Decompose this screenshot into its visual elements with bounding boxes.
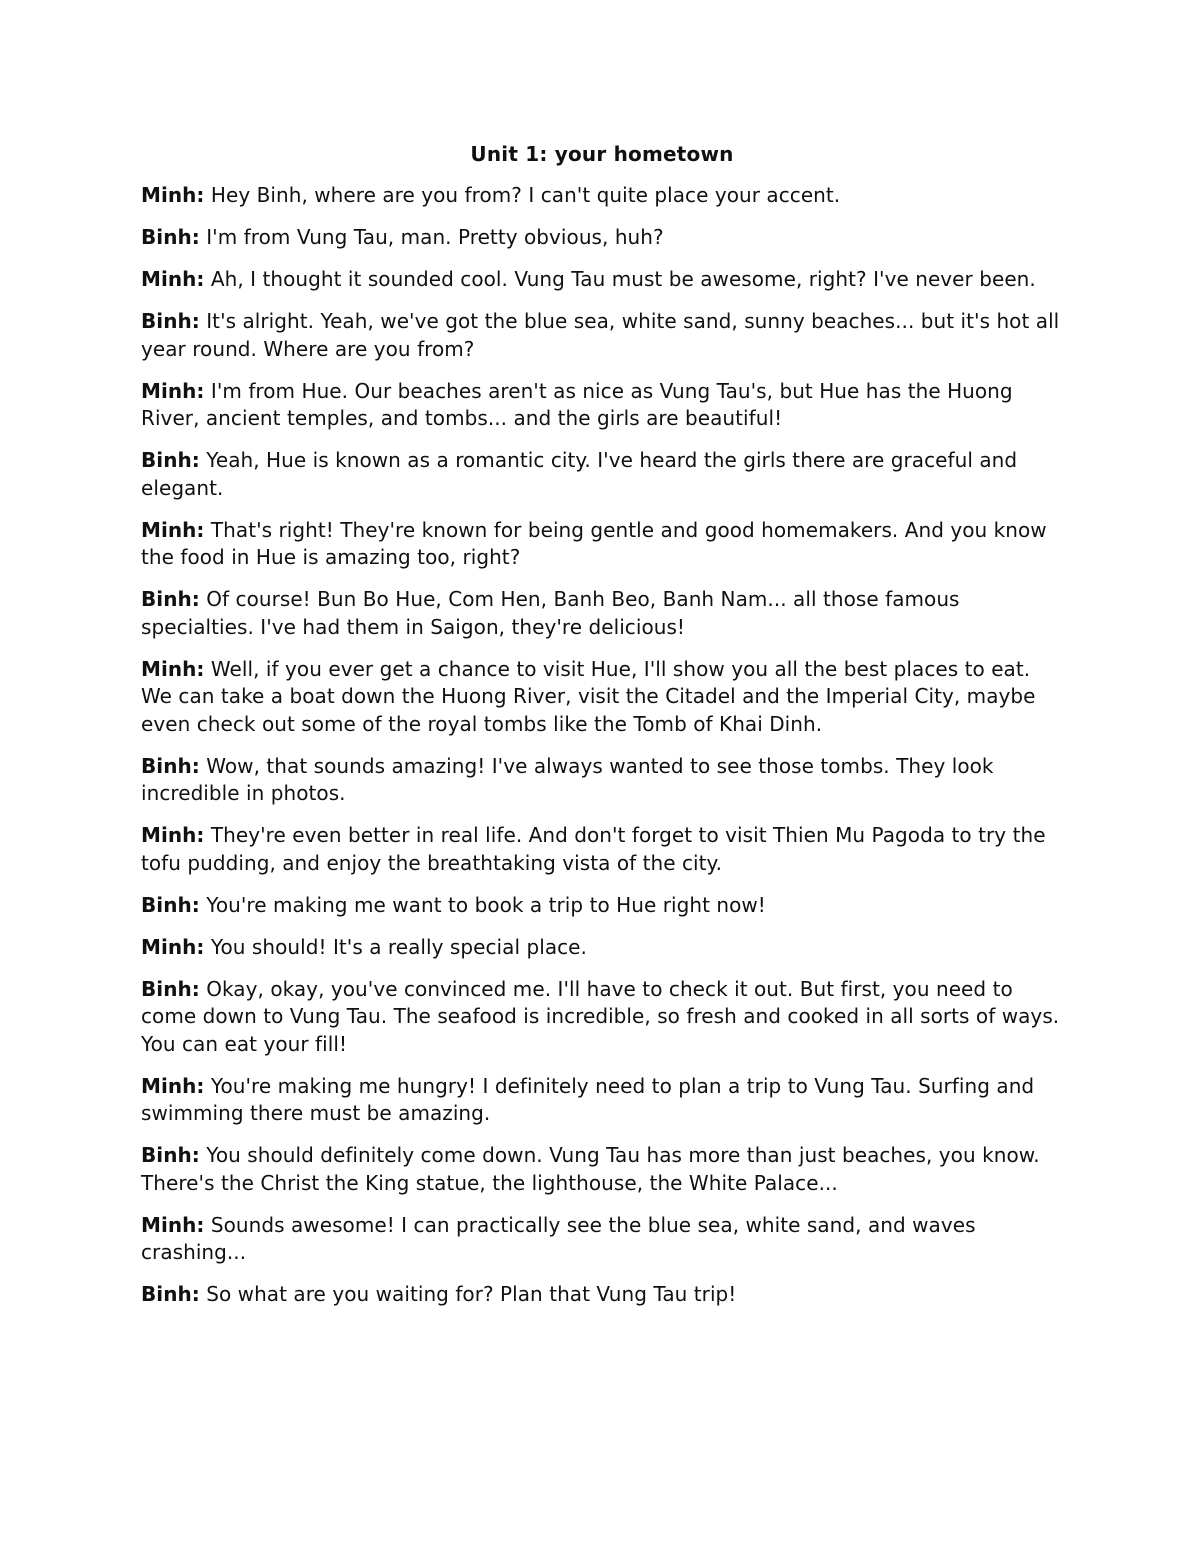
dialogue-text: Sounds awesome! I can practically see the blue sea, white sand, and waves crashing... (141, 1212, 976, 1264)
dialogue-line (141, 1073, 1061, 1128)
dialogue-line (141, 308, 1061, 363)
dialogue-line (141, 378, 1061, 433)
dialogue-line (141, 976, 1061, 1059)
dialogue-text: They're even better in real life. And don't forget to visit Thien Mu Pagoda to try the tofu pudding, and enjoy the breathtaking vista of the city. (141, 823, 1046, 875)
dialogue-line (141, 656, 1061, 739)
dialogue-line (141, 586, 1061, 641)
dialogue-line (141, 1281, 1061, 1309)
dialogue-text: Okay, okay, you've convinced me. I'll have to check it out. But first, you need to come down to Vung Tau. The seafood is incredible, so fresh and cooked in all sorts of ways. You can eat your fill! (141, 976, 1060, 1056)
dialogue-text: So what are you waiting for? Plan that Vung Tau trip! (199, 1282, 737, 1306)
speaker-name: Minh: (141, 378, 205, 403)
dialogue-text: That's right! They're known for being gentle and good homemakers. And you know the food in Hue is amazing too, right? (141, 517, 1047, 569)
dialogue-line (141, 934, 1061, 962)
dialogue-text: I'm from Hue. Our beaches aren't as nice as Vung Tau's, but Hue has the Huong River, ancient temples, and tombs... and the girls are beautiful! (141, 378, 1013, 430)
speaker-name: Binh: (141, 1143, 200, 1167)
dialogue-text: You're making me want to book a trip to Hue right now! (199, 892, 766, 917)
speaker-name: Binh: (141, 448, 200, 472)
dialogue-line (141, 517, 1061, 572)
dialogue-text: You're making me hungry! I definitely need to plan a trip to Vung Tau. Surfing and swimming there must be amazing. (141, 1073, 1035, 1125)
dialogue-text: Of course! Bun Bo Hue, Com Hen, Banh Beo, Banh Nam... all those famous specialties. I've had them in Saigon, they're delicious! (141, 587, 960, 639)
speaker-name: Minh: (141, 517, 205, 542)
speaker-name: Binh: (141, 976, 200, 1001)
dialogue-line (141, 224, 1061, 252)
dialogue-line (141, 892, 1061, 920)
speaker-name: Minh: (141, 267, 205, 291)
document-title: Unit 1: your hometown (470, 142, 734, 166)
dialogue-line (141, 822, 1061, 877)
speaker-name: Minh: (141, 823, 205, 847)
dialogue-text: Well, if you ever get a chance to visit Hue, I'll show you all the best places to eat. We can take a boat down the Huong River, visit the Citadel and the Imperial City, maybe even check out some of the royal tombs like the Tomb of Khai Dinh. (141, 656, 1036, 736)
dialogue-text: Yeah, Hue is known as a romantic city. I've heard the girls there are graceful and elegant. (141, 448, 1018, 500)
speaker-name: Binh: (141, 1282, 200, 1306)
dialogue-line (141, 182, 1061, 210)
speaker-name: Minh: (141, 183, 205, 207)
document-body (141, 140, 1061, 1323)
dialogue-line (141, 753, 1061, 808)
dialogue-text: You should definitely come down. Vung Tau has more than just beaches, you know. There's the Christ the King statue, the lighthouse, the White Palace... (141, 1143, 1040, 1195)
speaker-name: Binh: (141, 309, 200, 333)
speaker-name: Binh: (141, 892, 200, 917)
dialogue-text: It's alright. Yeah, we've got the blue sea, white sand, sunny beaches... but it's hot all year round. Where are you from? (141, 309, 1060, 361)
speaker-name: Binh: (141, 753, 200, 778)
speaker-name: Minh: (141, 1073, 205, 1098)
dialogue-text: Ah, I thought it sounded cool. Vung Tau must be awesome, right? I've never been. (204, 267, 1036, 291)
speaker-name: Minh: (141, 656, 205, 681)
dialogue-text: I'm from Vung Tau, man. Pretty obvious, huh? (199, 225, 664, 249)
dialogue-line (141, 1142, 1061, 1197)
dialogue-line (141, 266, 1061, 294)
dialogue-text: Hey Binh, where are you from? I can't quite place your accent. (204, 183, 841, 207)
speaker-name: Minh: (141, 934, 205, 959)
speaker-name: Binh: (141, 225, 200, 249)
speaker-name: Minh: (141, 1212, 205, 1237)
dialogue-text: You should! It's a really special place. (204, 934, 587, 959)
dialogue-text: Wow, that sounds amazing! I've always wanted to see those tombs. They look incredible in photos. (141, 753, 994, 805)
speaker-name: Binh: (141, 587, 200, 611)
dialogue-line (141, 1212, 1061, 1267)
dialogue-line (141, 447, 1061, 502)
